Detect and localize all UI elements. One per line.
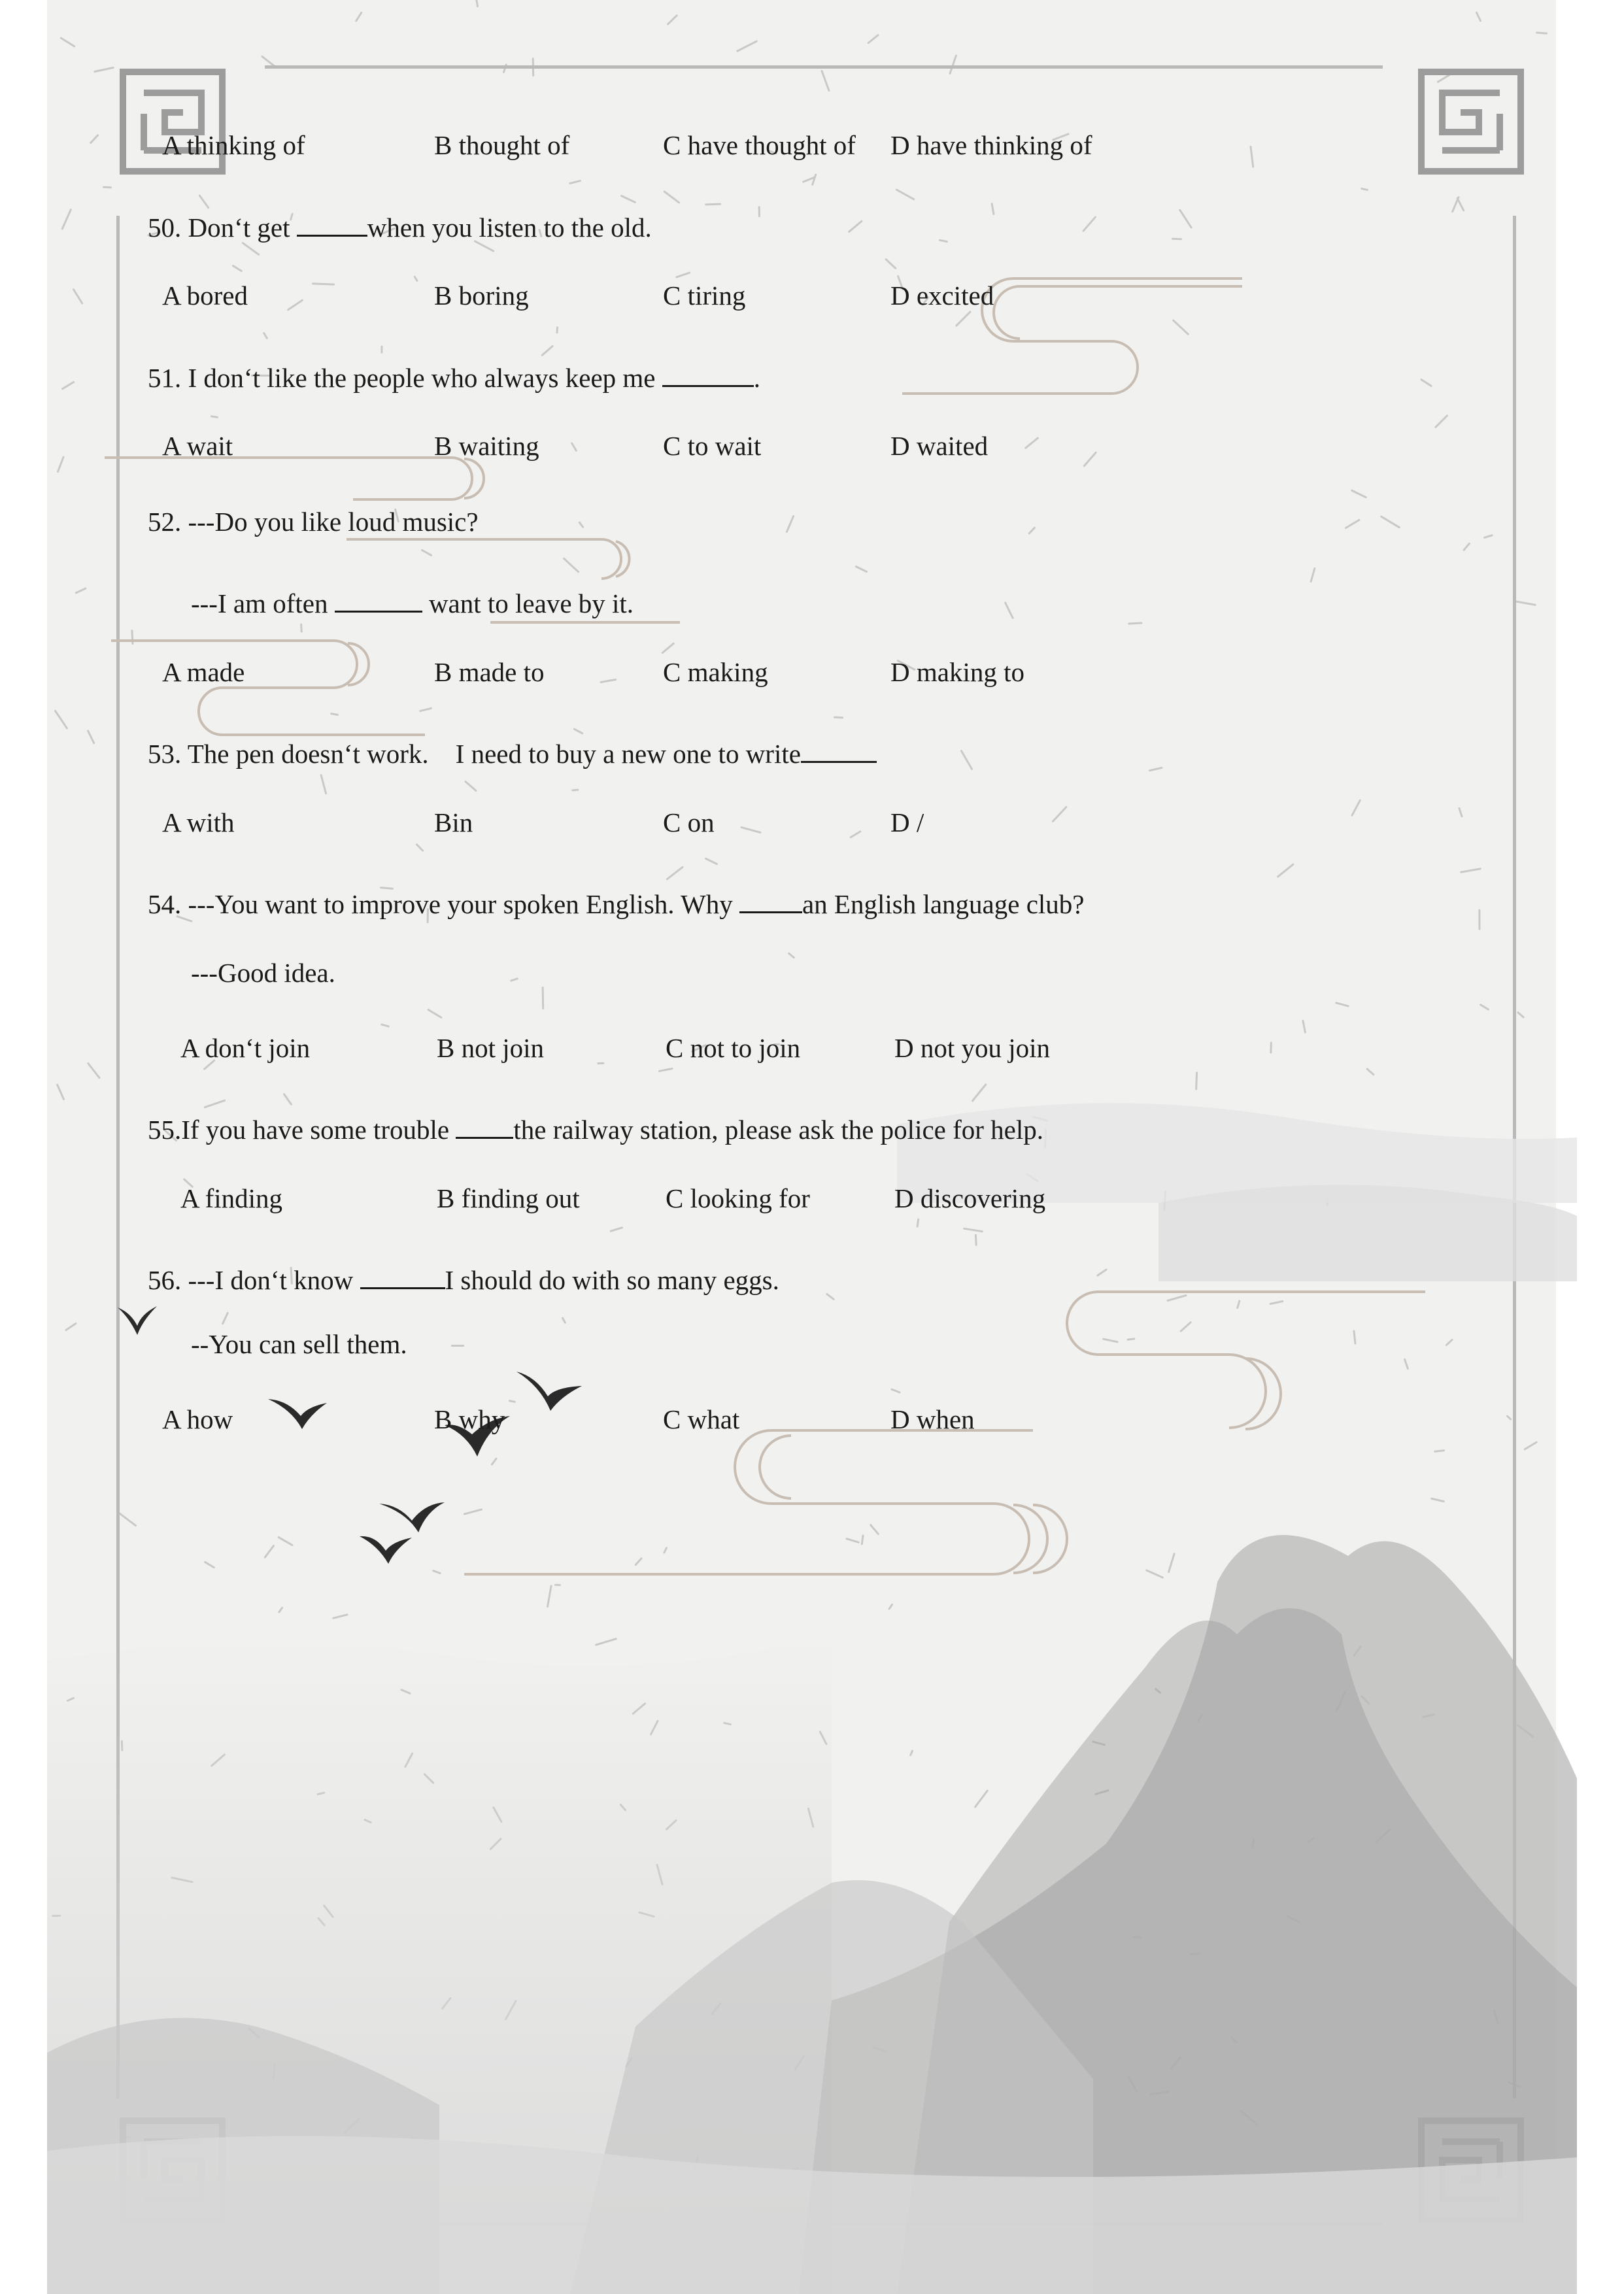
q50-option-b[interactable]: B boring — [434, 280, 529, 311]
q56-text-after: I should do with so many eggs. — [445, 1265, 779, 1295]
q55-option-a[interactable]: A finding — [180, 1183, 283, 1213]
q54-option-d[interactable]: D not you join — [894, 1033, 1051, 1063]
q51-option-a[interactable]: A wait — [162, 431, 233, 461]
q51-option-d[interactable]: D waited — [890, 431, 989, 461]
q53-option-d[interactable]: D / — [890, 807, 924, 837]
q56-option-a[interactable]: A how — [162, 1404, 233, 1434]
q51-blank[interactable] — [662, 358, 754, 387]
q56-blank[interactable] — [360, 1260, 445, 1289]
q50-option-d[interactable]: D excited — [890, 280, 994, 311]
q54-text-after: an English language club? — [802, 889, 1085, 919]
q52-blank[interactable] — [335, 584, 422, 613]
q56-option-d[interactable]: D when — [890, 1404, 975, 1434]
q53-option-c[interactable]: C on — [663, 807, 715, 837]
q50-text-before: 50. Don‘t get — [148, 212, 297, 243]
q52-text-after: want to leave by it. — [422, 588, 634, 618]
q51-option-b[interactable]: B waiting — [434, 431, 539, 461]
q49-option-a[interactable]: A thinking of — [162, 130, 305, 160]
q56-text-before: 56. ---I don‘t know — [148, 1265, 360, 1295]
q54-question — [148, 885, 1085, 918]
q52-option-d[interactable]: D making to — [890, 657, 1024, 687]
q54-option-c[interactable]: C not to join — [666, 1033, 801, 1063]
q54-text-before: 54. ---You want to improve your spoken English. Why — [148, 889, 739, 919]
q56-response: --You can sell them. — [191, 1329, 407, 1359]
q55-question — [148, 1110, 1043, 1143]
q56-question — [148, 1260, 779, 1294]
q50-text-after: when you listen to the old. — [367, 212, 652, 243]
q51-option-c[interactable]: C to wait — [663, 431, 762, 461]
q52-option-b[interactable]: B made to — [434, 657, 545, 687]
q56-option-c[interactable]: C what — [663, 1404, 740, 1434]
q55-text-before: 55.If you have some trouble — [148, 1115, 456, 1145]
q53-question — [148, 734, 877, 767]
q52-response — [191, 584, 634, 617]
q54-blank[interactable] — [739, 885, 802, 913]
q50-option-a[interactable]: A bored — [162, 280, 248, 311]
q50-blank[interactable] — [297, 208, 367, 237]
q55-option-b[interactable]: B finding out — [437, 1183, 580, 1213]
q52-text-before: ---I am often — [191, 588, 335, 618]
q54-option-a[interactable]: A don‘t join — [180, 1033, 311, 1063]
q55-text-after: the railway station, please ask the police for help. — [513, 1115, 1044, 1145]
q53-blank[interactable] — [801, 734, 877, 763]
q51-text-before: 51. I don‘t like the people who always keep me — [148, 363, 662, 393]
q50-option-c[interactable]: C tiring — [663, 280, 746, 311]
q54-option-b[interactable]: B not join — [437, 1033, 545, 1063]
q52-option-c[interactable]: C making — [663, 657, 768, 687]
q52-option-a[interactable]: A made — [162, 657, 245, 687]
q53-option-b[interactable]: Bin — [434, 807, 473, 837]
q54-response: ---Good idea. — [191, 958, 335, 988]
q50-question — [148, 208, 652, 241]
q49-option-c[interactable]: C have thought of — [663, 130, 856, 160]
q51-text-after: . — [753, 363, 760, 393]
q51-question — [148, 358, 760, 392]
q55-option-c[interactable]: C looking for — [666, 1183, 810, 1213]
q49-option-b[interactable]: B thought of — [434, 130, 570, 160]
q56-option-b[interactable]: B why — [434, 1404, 505, 1434]
q53-text-before: 53. The pen doesn‘t work. I need to buy a new one to write — [148, 739, 801, 769]
q53-option-a[interactable]: A with — [162, 807, 235, 837]
q52-question: 52. ---Do you like loud music? — [148, 507, 479, 537]
q55-blank[interactable] — [456, 1110, 513, 1139]
q49-option-d[interactable]: D have thinking of — [890, 130, 1092, 160]
q55-option-d[interactable]: D discovering — [894, 1183, 1046, 1213]
